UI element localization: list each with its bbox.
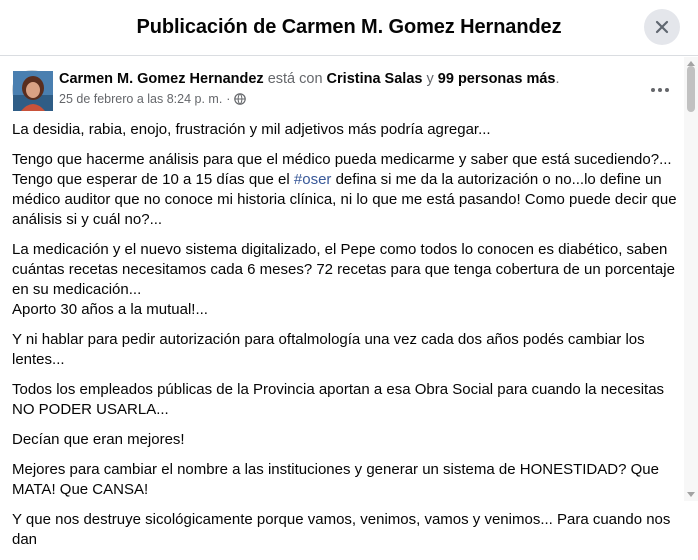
close-icon	[654, 19, 670, 35]
post-meta	[59, 92, 246, 106]
separator-dot: ·	[226, 92, 231, 106]
and-text: y	[422, 71, 438, 87]
post-text	[12, 120, 680, 560]
hashtag-link[interactable]: #oser	[293, 171, 332, 188]
paragraph: La desidia, rabia, enojo, frustración y mil adjetivos más podría agregar...	[12, 121, 491, 138]
paragraph-text: Tengo que hacerme análisis para que el médico pueda medicarme y saber que está sucediendo?... Tengo que esperar de 10 a 15 días que el	[12, 151, 672, 188]
paragraph: Decían que eran mejores!	[12, 431, 185, 448]
tagged-person[interactable]: Cristina Salas	[326, 71, 423, 87]
profile-photo	[13, 71, 53, 111]
others-suffix: .	[555, 71, 560, 87]
paragraph: Todos los empleados públicas de la Provincia aportan a esa Obra Social para cuando la necesitas NO PODER USARLA...	[12, 381, 665, 418]
author-name[interactable]: Carmen M. Gomez Hernandez	[59, 71, 264, 87]
post-container	[0, 57, 684, 548]
avatar[interactable]	[12, 70, 52, 110]
dialog-header	[0, 0, 698, 56]
paragraph-text: defina si me da la autorización o no...lo define un médico auditor que no conoce mi historia clínica, ni lo que me está pasando! Como puede decir que análisis si y cuál no?...	[12, 171, 677, 228]
post-date[interactable]: 25 de febrero a las 8:24 p. m.	[59, 92, 223, 106]
more-options-icon	[650, 87, 670, 93]
paragraph: Y que nos destruye sicológicamente porque vamos, venimos, vamos y venimos... Para cuando nos dan	[12, 511, 671, 548]
scroll-down-arrow-icon[interactable]	[687, 492, 695, 497]
scrollbar[interactable]	[684, 57, 698, 501]
paragraph: Y ni hablar para pedir autorización para oftalmología una vez cada dos años podés cambiar los lentes...	[12, 331, 645, 368]
author-line	[59, 71, 560, 87]
post-header	[12, 70, 672, 114]
paragraph-text: La medicación y el nuevo sistema digitalizado, el Pepe como todos lo conocen es diabético, saben cuántas recetas necesitamos cada 6 meses? 72 recetas para que tenga cobertura de un porcentaje en su medicación...	[12, 241, 675, 298]
dialog-title: Publicación de Carmen M. Gomez Hernandez	[136, 16, 562, 38]
close-button[interactable]	[644, 9, 680, 45]
paragraph: Mejores para cambiar el nombre a las instituciones y generar un sistema de HONESTIDAD? Que MATA! Que CANSA!	[12, 461, 659, 498]
scrollbar-thumb[interactable]	[687, 66, 695, 112]
with-text: está con	[263, 71, 327, 87]
paragraph	[12, 150, 680, 230]
tagged-others[interactable]: 99 personas más	[437, 71, 556, 87]
more-options-button[interactable]	[642, 78, 678, 102]
globe-icon	[234, 93, 246, 105]
paragraph	[12, 240, 680, 320]
paragraph-text: Aporto 30 años a la mutual!...	[12, 301, 208, 318]
